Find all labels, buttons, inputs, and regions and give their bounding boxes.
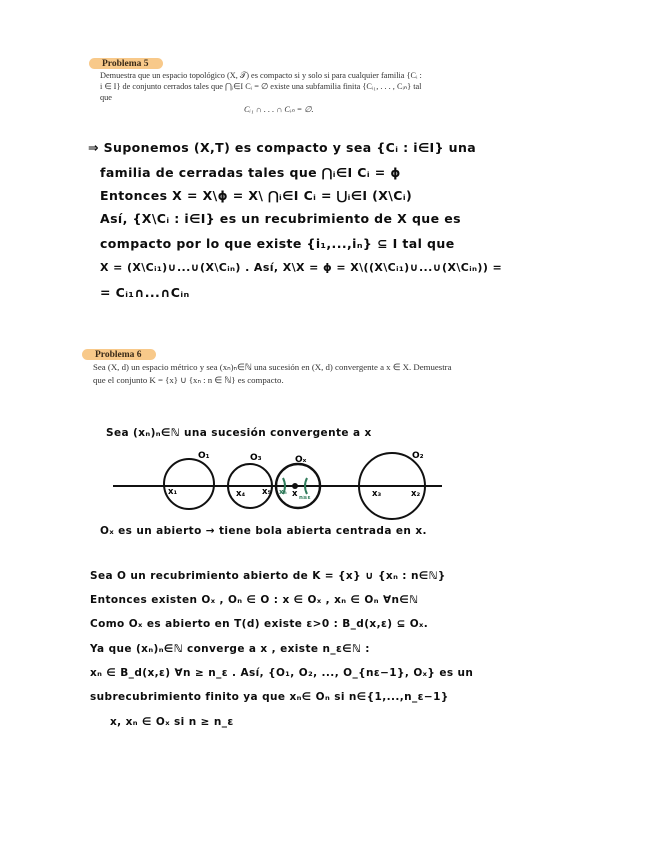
problem-6-statement-line-1: Sea (X, d) un espacio métrico y sea (xₙ)ₙ∈ℕ una sucesión en (X, d) convergente a x ∈ X. Demuestra [93, 362, 452, 372]
problem-6-solution-line-3: Como Oₓ es abierto en T(d) existe ε>0 : B_d(x,ε) ⊆ Oₓ. [90, 618, 429, 630]
problem-5-solution-line-6: X = (X\Cᵢ₁)∪...∪(X\Cᵢₙ) . Así, X\X = ϕ = X\((X\Cᵢ₁)∪...∪(X\Cᵢₙ)) = [100, 261, 503, 274]
problem-6-solution-line-5: xₙ ∈ B_d(x,ε) ∀n ≥ n_ε . Así, {O₁, O₂, ..., O_{nε−1}, Oₓ} es un [90, 667, 474, 679]
problem-5-statement-line-3: que [100, 93, 112, 102]
label-o1: O₁ [198, 451, 210, 461]
problem-6-solution-line-7: x, xₙ ∈ Oₓ si n ≥ n_ε [110, 716, 234, 728]
label-x2: x₂ [411, 489, 421, 499]
problem-6-solution-line-6: subrecubrimiento finito ya que xₙ∈ Oₙ si n∈{1,...,n_ε−1} [90, 691, 449, 703]
problem-5-solution-line-5: compacto por lo que existe {i₁,...,iₙ} ⊆ I tal que [100, 236, 455, 251]
label-n-ge-eps: n≥ε [299, 495, 311, 501]
problem-5-solution-line-1: ⇒ Suponemos (X,T) es compacto y sea {Cᵢ : i∈I} una [88, 140, 477, 155]
problem-6-solution-line-2: Entonces existen Oₓ , Oₙ ∈ O : x ∈ Oₓ , xₙ ∈ Oₙ ∀n∈ℕ [90, 594, 419, 606]
diagram-caption: Sea (xₙ)ₙ∈ℕ una sucesión convergente a x [106, 427, 372, 439]
problem-6-solution-line-1: Sea O un recubrimiento abierto de K = {x} ∪ {xₙ : n∈ℕ} [90, 570, 446, 582]
problem-6-label: Problema 6 [82, 349, 156, 360]
problem-6-solution-line-4: Ya que (xₙ)ₙ∈ℕ converge a x , existe n_ε∈ℕ : [90, 643, 370, 655]
problem-5-solution-line-4: Así, {X\Cᵢ : i∈I} es un recubrimiento de X que es [100, 211, 461, 226]
label-ox: Oₓ [295, 455, 307, 465]
problem-5-statement-line-1: Demuestra que un espacio topológico (X, 𝒯) es compacto si y solo si para cualquier familia {Cᵢ : [100, 71, 422, 80]
problem-5-solution-line-3: Entonces X = X\ϕ = X\ ⋂ᵢ∈I Cᵢ = ⋃ᵢ∈I (X\Cᵢ) [100, 188, 413, 203]
problem-6-statement-line-2: que el conjunto K = {x} ∪ {xₙ : n ∈ ℕ} es compacto. [93, 375, 284, 385]
problem-5-formula: Cᵢ₁ ∩ . . . ∩ Cᵢₙ = ∅. [244, 105, 314, 114]
label-o2: O₂ [412, 451, 424, 461]
diagram-note: Oₓ es un abierto → tiene bola abierta centrada en x. [100, 525, 427, 537]
problem-5-solution-line-7: = Cᵢ₁∩...∩Cᵢₙ [100, 285, 190, 300]
open-set-o1 [164, 459, 214, 509]
label-o3: O₃ [250, 453, 262, 463]
label-limit-x: x [292, 489, 298, 499]
label-x5: x₅ [262, 487, 272, 497]
label-x3: x₃ [372, 489, 382, 499]
label-xn: xₙ [279, 488, 287, 496]
label-x1: x₁ [168, 487, 178, 497]
problem-5-label: Problema 5 [89, 58, 163, 69]
problem-5-statement-line-2: i ∈ I} de conjunto cerrados tales que ⋂ᵢ∈I Cᵢ = ∅ existe una subfamilia finita {Cᵢ₁, . . . , Cᵢₙ} tal [100, 82, 422, 91]
problem-5-solution-line-2: familia de cerradas tales que ⋂ᵢ∈I Cᵢ = ϕ [100, 165, 401, 180]
label-x4: x₄ [236, 489, 246, 499]
